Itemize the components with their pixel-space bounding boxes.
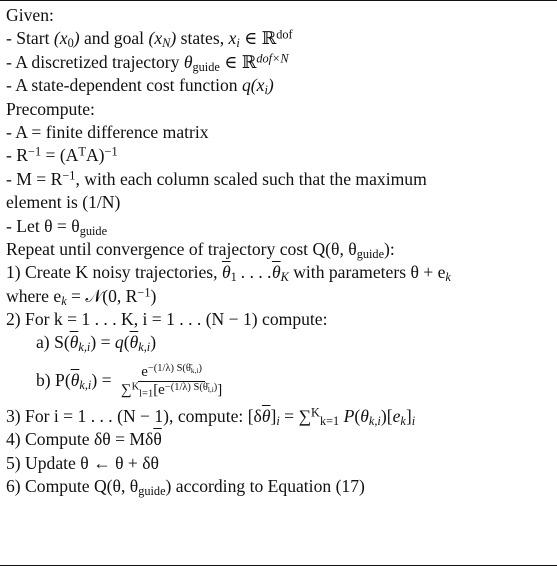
xN-text: (x [148,28,163,49]
precompute-heading-text: Precompute: [6,98,95,119]
q-xi: $q(x_i)$ [242,75,274,98]
step-3: 3) For i = 1 . . . (N − 1), compute: $[\delta\overline{\theta}]_i = \sum^K_{k=1}$ $P(\theta_{k,i})[e_k]_i$ [6,405,416,428]
precompute-a [6,121,551,144]
probability-fraction: $\frac{e^{-(1/\lambda) S(\thetā_{k,i})}}{\sum^K_{l=1}[e^{-(1/\lambda) S(\thetā_{l,i})}]}$ [120,363,223,400]
guide-sub: guide [192,59,220,74]
step-6 [6,475,551,498]
step2b-label: b) P( [36,369,71,390]
step1-c-prefix: where e [6,285,62,306]
step3-prefix: 3) For i = 1 . . . (N − 1), compute: [δ [6,405,262,426]
step2a-text: a) S( [36,332,70,353]
x0: $(x_0)$ [53,28,80,51]
given-heading-text: Given: [6,5,54,25]
given-cost [6,74,551,97]
precompute-heading [6,98,551,121]
given-heading [6,4,551,27]
step1-b: with parameters θ + e [288,262,446,283]
given-start-goal [6,27,551,50]
repeat-prefix: Repeat until convergence of trajectory cost Q(θ, θ [6,238,357,259]
precompute-let [6,215,551,238]
precompute-m-1 [6,168,551,191]
start-goal-suffix: states, [176,28,229,49]
step-2b: b) $P(\overline{\theta}_{k,i})$ = $\frac{e^{-(1/\lambda) S(\thetā_{k,i})}}{\sum^K_{l=1}[e^{-(1/\lambda) S(\thetā_{l,i})}]}$ [6,355,551,405]
dofN-sup: dof×N [256,51,289,66]
xi-in-R: $x_i$ ∈ ℝ$^{dof}$ [228,27,293,51]
step-2a: a) $S(\overline{\theta}_{k,i}) = q(\overline{\theta}_{k,i})$ [36,332,157,355]
q-xi-text: q(x [242,75,265,96]
step-5 [6,452,551,475]
precompute-m-2 [6,191,551,214]
step-4: 4) Compute $\delta\theta = M\delta\overline{\theta}$ [6,429,162,450]
repeat-heading [6,238,551,261]
step1-c-suffix: = 𝒩(0, R [66,285,138,306]
step1-a: 1) Create K noisy trajectories, [6,262,222,283]
m-line-1: - $M = R^{-1}$, with each column scaled such that the maximum [6,168,427,189]
x0-text: (x [53,28,68,49]
let-guide-sub: guide [79,223,108,238]
repeat-suffix: ): [384,238,395,259]
step6-guide-sub: guide [138,484,166,499]
step2-text: 2) For k = 1 . . . K, i = 1 . . . (N − 1) compute: [6,309,328,330]
let-prefix: - Let θ = θ [6,215,80,236]
given-trajectory [6,51,551,74]
precompute-r: - $R^{-1} = (A^TA)^{-1}$ [6,144,118,166]
start-goal-mid: and goal [79,28,149,49]
m-line-1-text: - M = R [6,168,63,189]
step-1-cont: where $e_k$ = 𝒩(0, $R^{-1}$) [6,285,157,308]
cost-prefix: - A state-dependent cost function [6,75,242,96]
traj-prefix: - A discretized trajectory [6,51,184,72]
step5-text: 5) Update θ ← θ + δθ [6,452,159,473]
r-suffix: = (A [41,145,79,166]
step6-prefix: 6) Compute Q(θ, θ [6,476,139,497]
step-2 [6,308,551,331]
repeat-guide-sub: guide [356,246,385,261]
xN: $(x_N)$ [148,28,177,51]
noisy-trajectories: $\overline{\theta}_1$ . . . $.\overline{\theta}_K$ [221,262,289,285]
start-goal-prefix: - Start [6,28,54,49]
m-line-1-suffix: , with each column scaled such that the maximum [75,168,427,189]
step4-prefix: 4) Compute δθ = Mδ [6,429,154,450]
step-1: 1) Create K noisy trajectories, $\overline{\theta}_1$ . . . $.\overline{\theta}_K$ with parameters $\theta + e_k$ [6,262,451,285]
m-line-2-text: element is (1/N) [6,192,121,213]
dof-sup: dof [276,27,293,42]
a-line-text: - A = finite difference matrix [6,121,209,142]
theta-guide-text: θ [183,51,193,72]
step6-suffix: ) according to Equation (17) [165,476,365,497]
theta-guide: $\theta_{guide}$ ∈ ℝ$^{dof\times N}$ [183,51,289,74]
r-prefix: - R [6,145,28,166]
xi-text: x [228,28,237,49]
